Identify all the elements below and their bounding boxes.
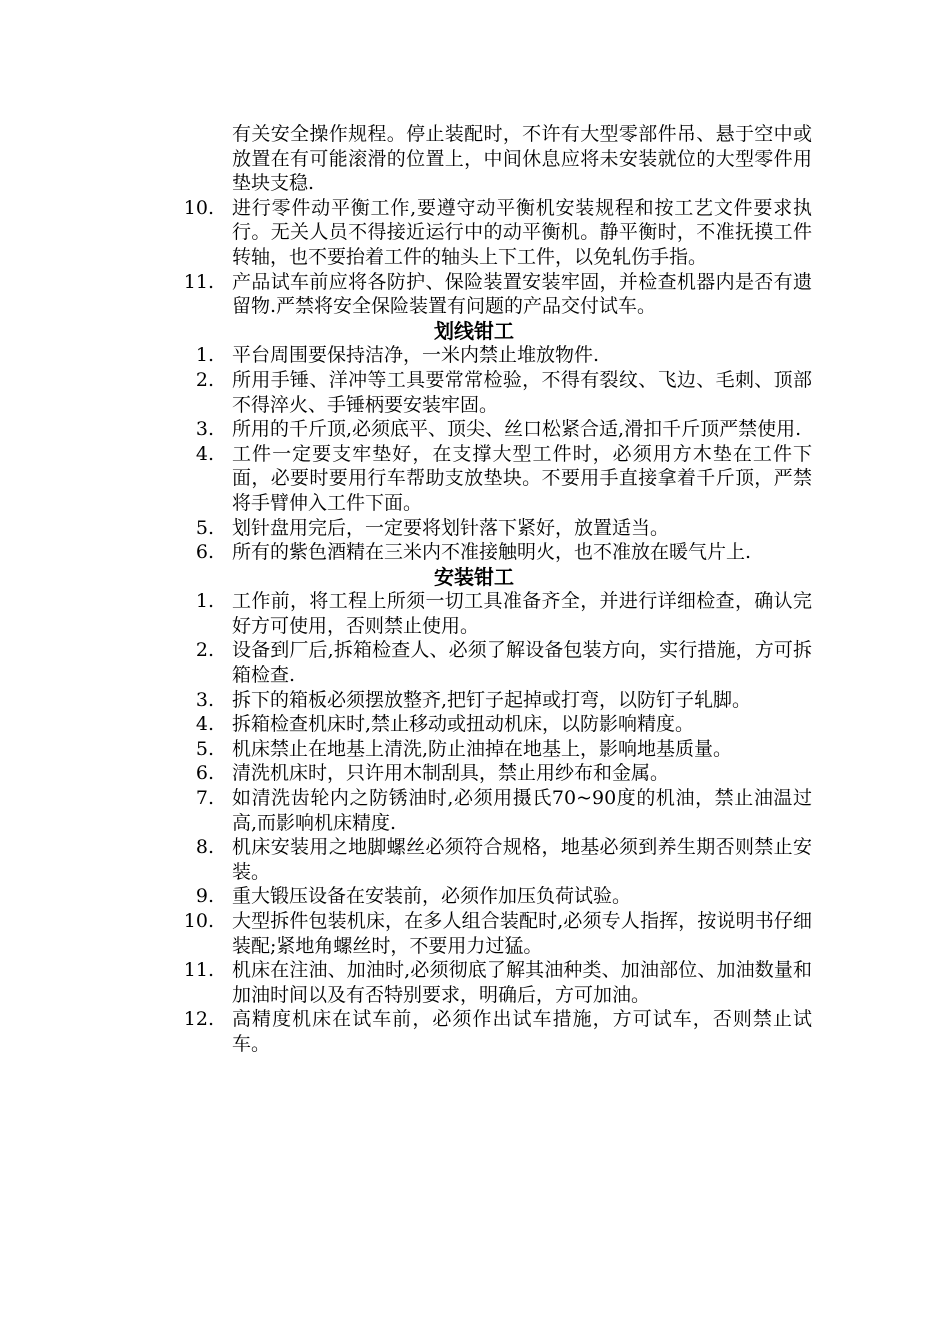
section-heading-text: 划线钳工 [434, 318, 514, 343]
item-number: 12. [183, 1008, 214, 1031]
item-text: 所用手锤、洋冲等工具要常常检验，不得有裂纹、飞边、毛刺、顶部不得淬火、手锤柄要安装牢固。 [232, 368, 812, 416]
item-number: 2. [195, 368, 214, 391]
item-number: 6. [195, 541, 214, 564]
list-item [0, 368, 950, 417]
list-item [0, 1007, 950, 1056]
item-number: 7. [195, 787, 214, 810]
list-item [0, 442, 950, 516]
item-text: 划针盘用完后，一定要将划针落下紧好，放置适当。 [232, 516, 670, 539]
item-number: 6. [195, 762, 214, 785]
list-item [0, 196, 950, 270]
item-number: 1. [195, 590, 214, 613]
item-number: 11. [183, 959, 214, 982]
item-text: 产品试车前应将各防护、保险装置安装牢固，并检查机器内是否有遗留物.严禁将安全保险装置有问题的产品交付试车。 [232, 270, 812, 318]
list-item [0, 737, 950, 762]
list-item [0, 540, 950, 565]
installation-fitter-list [0, 589, 950, 1056]
item-text: 工作前，将工程上所须一切工具准备齐全，并进行详细检查，确认完好方可使用，否则禁止使用。 [232, 590, 812, 637]
list-item [0, 417, 950, 442]
list-item [0, 884, 950, 909]
item-number: 10. [183, 910, 214, 932]
item-number: 8. [195, 836, 214, 859]
list-item [0, 786, 950, 835]
item-text: 设备到厂后,拆箱检查人、必须了解设备包装方向，实行措施，方可拆箱检查. [232, 639, 812, 687]
list-item [0, 516, 950, 541]
list-item [0, 270, 950, 319]
item-text: 清洗机床时，只许用木制刮具，禁止用纱布和金属。 [232, 762, 670, 785]
item-text: 进行零件动平衡工作,要遵守动平衡机安装规程和按工艺文件要求执行。无关人员不得接近运行中的动平衡机。静平衡时，不准抚摸工件转轴，也不要抬着工件的轴头上下工件，以免轧伤手指。 [232, 196, 812, 268]
item-number: 1. [195, 344, 214, 367]
list-item [0, 761, 950, 786]
item-number: 10. [183, 196, 214, 219]
section-heading-installation-fitter [0, 565, 950, 590]
item-number: 5. [195, 516, 214, 539]
item-text: 机床禁止在地基上清洗,防止油掉在地基上，影响地基质量。 [232, 737, 733, 760]
item-text: 所用的千斤顶,必须底平、顶尖、丝口松紧合适,滑扣千斤顶严禁使用. [232, 418, 802, 441]
item-number: 11. [183, 270, 214, 293]
item-number: 5. [195, 737, 214, 760]
section-heading-text: 安装钳工 [434, 564, 514, 589]
item-text: 拆箱检查机床时,禁止移动或扭动机床，以防影响精度。 [232, 713, 695, 736]
item-text: 重大锻压设备在安装前，必须作加压负荷试验。 [232, 885, 632, 908]
continued-paragraph [0, 122, 950, 196]
item-text: 所有的紫色酒精在三米内不准接触明火，也不准放在暖气片上. [232, 541, 752, 564]
item-number: 4. [195, 713, 214, 736]
list-item [0, 589, 950, 638]
item-number: 3. [195, 688, 214, 711]
continued-text: 有关安全操作规程。停止装配时，不许有大型零部件吊、悬于空中或放置在有可能滚滑的位置上，中间休息应将未安装就位的大型零件用垫块支稳. [232, 123, 812, 195]
list-item [0, 835, 950, 884]
section-heading-scribing-fitter [0, 319, 950, 344]
list-item [0, 688, 950, 713]
item-text: 机床在注油、加油时,必须彻底了解其油种类、加油部位、加油数量和加油时间以及有否特别要求，明确后，方可加油。 [232, 959, 812, 1006]
item-text: 工件一定要支牢垫好，在支撑大型工件时，必须用方木垫在工件下面，必要时要用行车帮助支放垫块。不要用手直接拿着千斤顶，严禁将手臂伸入工件下面。 [232, 442, 812, 514]
item-text: 大型拆件包装机床，在多人组合装配时,必须专人指挥，按说明书仔细装配;紧地角螺丝时，不要用力过猛。 [232, 910, 812, 957]
item-text: 机床安装用之地脚螺丝必须符合规格，地基必须到养生期否则禁止安装。 [232, 836, 812, 883]
item-number: 3. [195, 418, 214, 441]
list-item [0, 909, 950, 958]
item-number: 2. [195, 639, 214, 662]
item-text: 如清洗齿轮内之防锈油时,必须用摄氏70~90度的机油，禁止油温过高,而影响机床精度. [232, 787, 812, 834]
list-item [0, 638, 950, 687]
item-text: 平台周围要保持洁净，一米内禁止堆放物件. [232, 344, 600, 367]
list-item [0, 712, 950, 737]
list-item [0, 343, 950, 368]
document-page [0, 122, 950, 1057]
top-list [0, 196, 950, 319]
item-number: 9. [195, 885, 214, 908]
list-item [0, 958, 950, 1007]
scribing-fitter-list [0, 343, 950, 564]
item-number: 4. [195, 442, 214, 465]
item-text: 高精度机床在试车前，必须作出试车措施，方可试车，否则禁止试车。 [232, 1008, 812, 1055]
item-text: 拆下的箱板必须摆放整齐,把钉子起掉或打弯，以防钉子轧脚。 [232, 688, 752, 711]
